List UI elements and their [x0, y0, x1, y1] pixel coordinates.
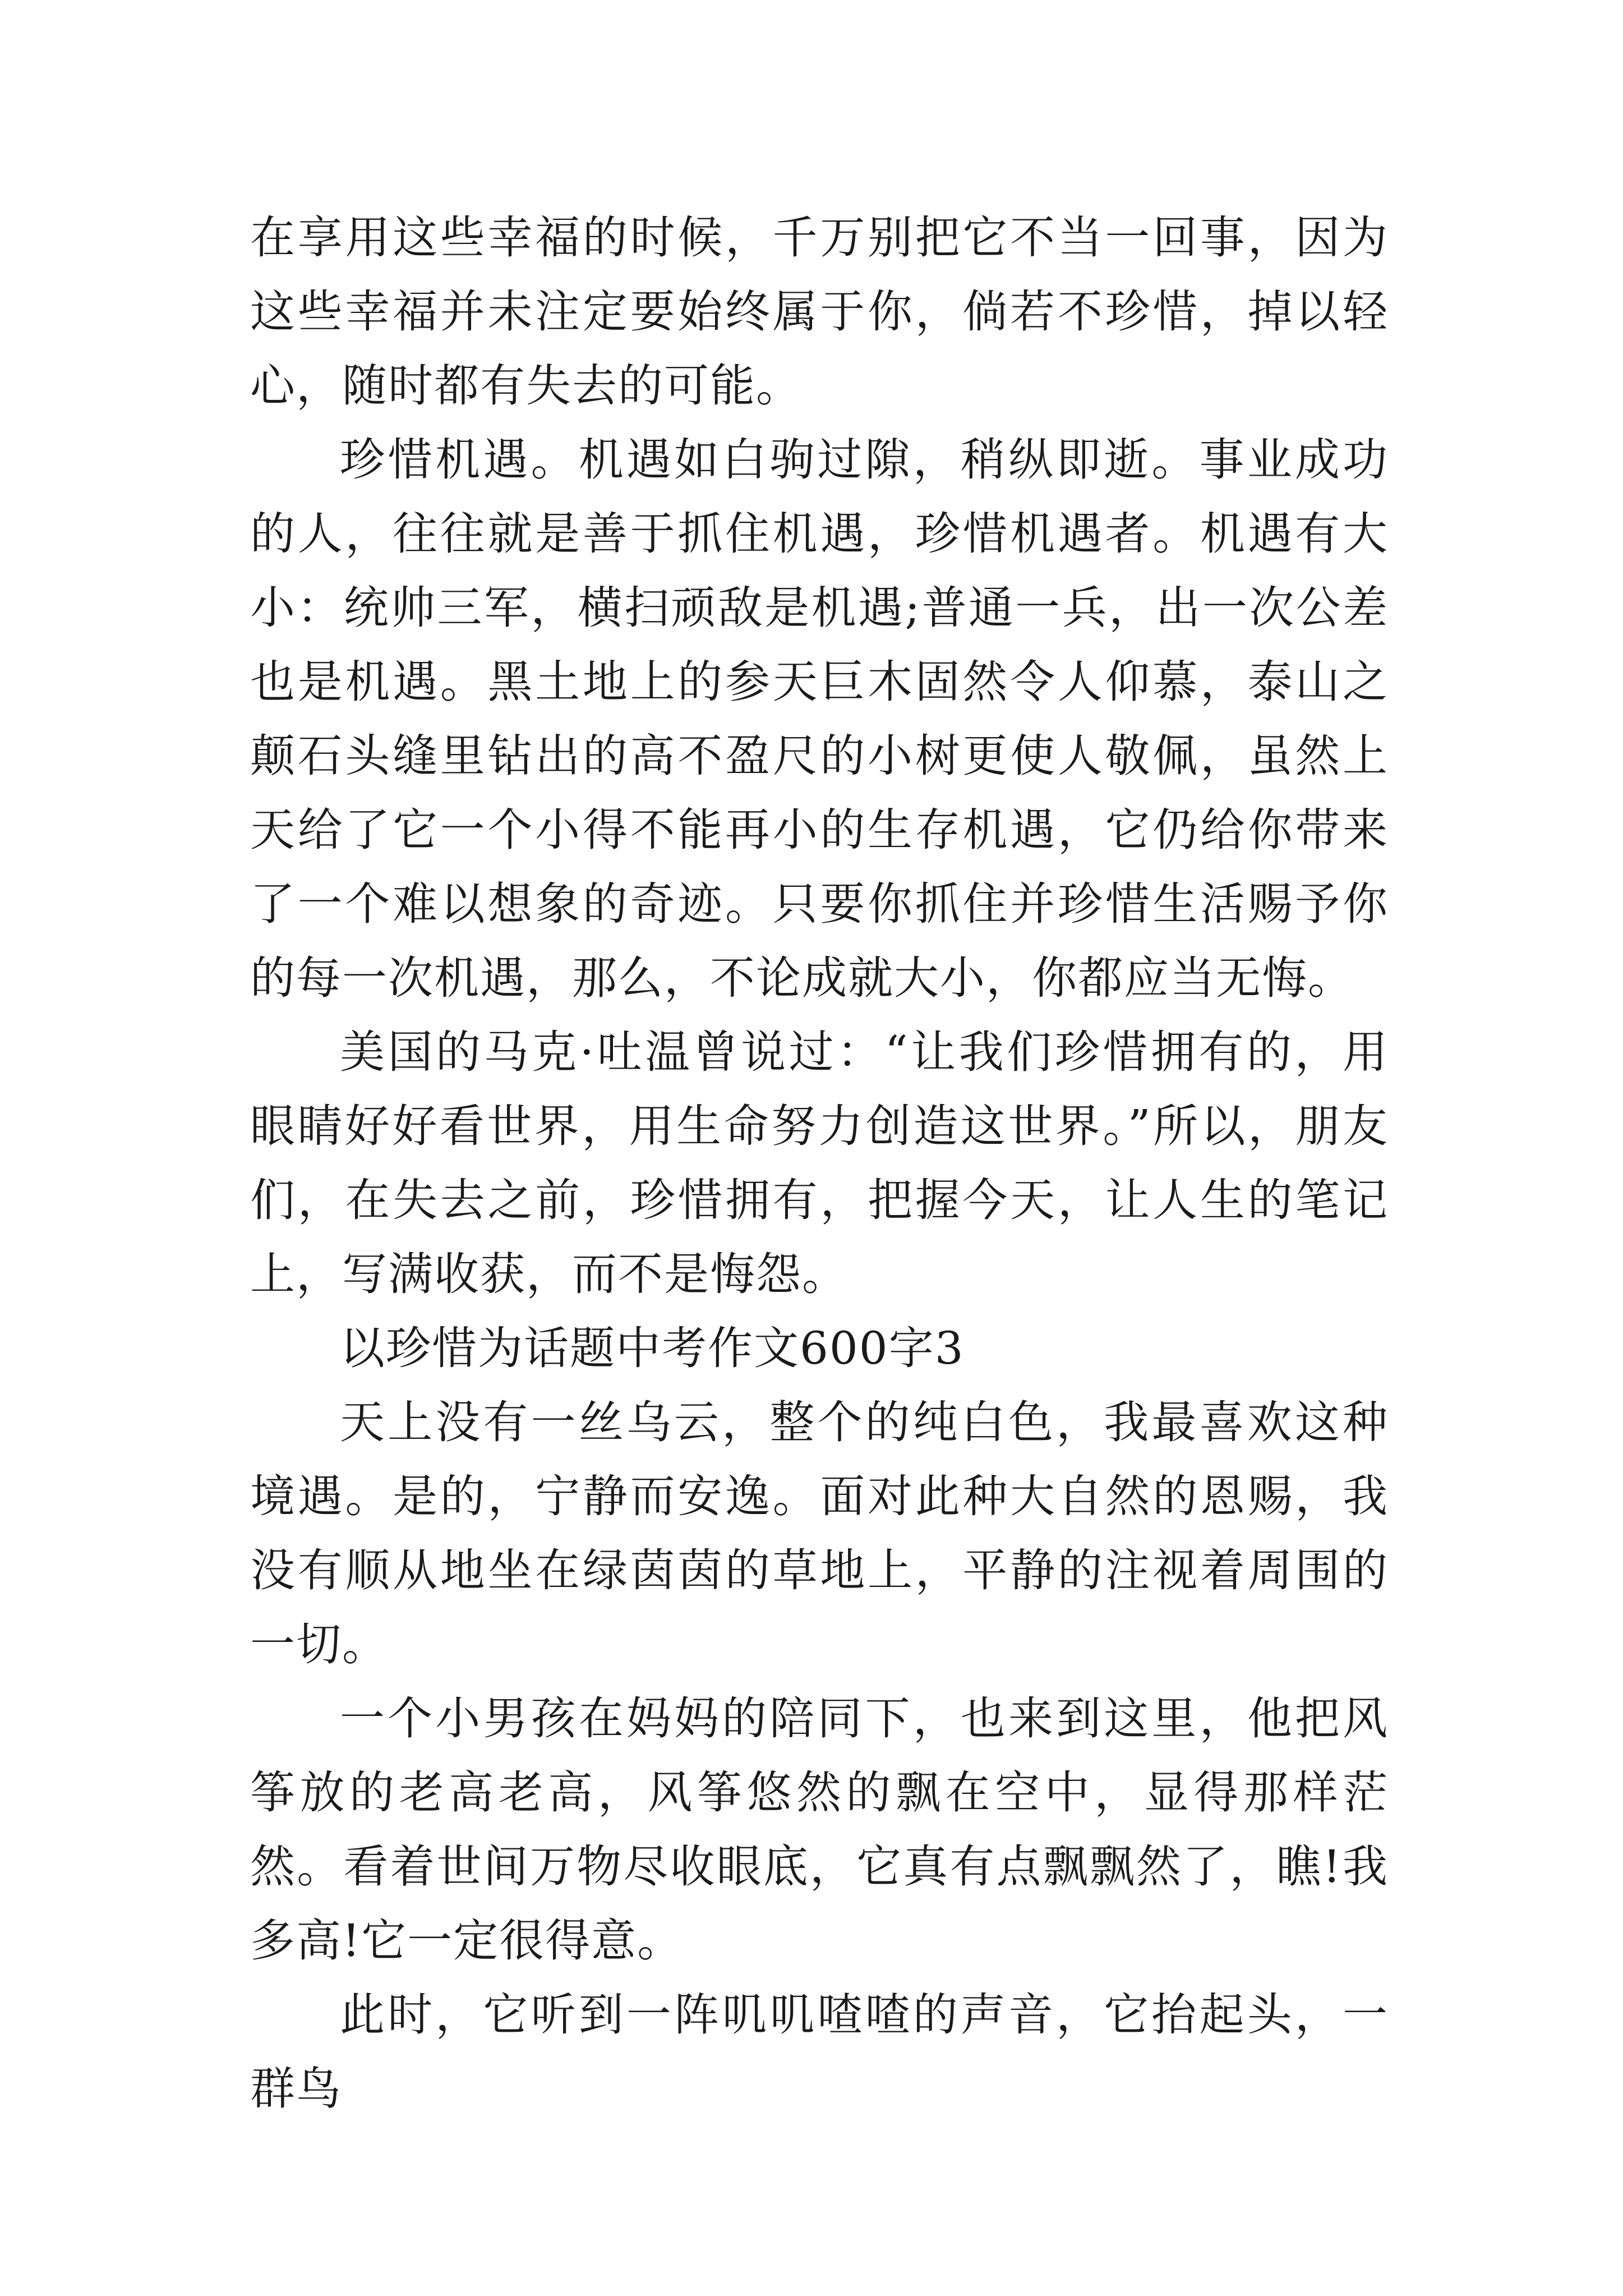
paragraph-birds: 此时，它听到一阵叽叽喳喳的声音，它抬起头，一群鸟	[250, 1989, 1389, 2115]
section-heading: 以珍惜为话题中考作文600字3	[340, 1322, 965, 1374]
paragraph-kite: 一个小男孩在妈妈的陪同下，也来到这里，他把风筝放的老高老高，风筝悠然的飘在空中，显得那样茫然。看着世间万物尽收眼底，它真有点飘飘然了，瞧!我多高!它一定很得意。	[250, 1692, 1389, 1967]
paragraph-cherish-opportunity: 珍惜机遇。机遇如白驹过隙，稍纵即逝。事业成功的人，往往就是善于抓住机遇，珍惜机遇者。机遇有大小：统帅三军，横扫顽敌是机遇;普通一兵，出一次公差也是机遇。黑土地上的参天巨木固然令人仰慕，泰山之颠石头缝里钻出的高不盈尺的小树更使人敬佩，虽然上天给了它一个小得不能再小的生存机遇，它仍给你带来了一个难以想象的奇迹。只要你抓住并珍惜生活赐予你的每一次机遇，那么，不论成就大小，你都应当无悔。	[250, 434, 1389, 1004]
paragraph-mark-twain-quote: 美国的马克·吐温曾说过：“让我们珍惜拥有的，用眼睛好好看世界，用生命努力创造这世界。”所以，朋友们，在失去之前，珍惜拥有，把握今天，让人生的笔记上，写满收获，而不是悔怨。	[250, 1026, 1389, 1300]
paragraph-continuation: 在享用这些幸福的时候，千万别把它不当一回事，因为这些幸福并未注定要始终属于你，倘若不珍惜，掉以轻心，随时都有失去的可能。	[250, 211, 1389, 412]
paragraph-sky: 天上没有一丝乌云，整个的纯白色，我最喜欢这种境遇。是的，宁静而安逸。面对此种大自然的恩赐，我没有顺从地坐在绿茵茵的草地上，平静的注视着周围的一切。	[250, 1396, 1389, 1671]
document-body	[250, 201, 1389, 2126]
